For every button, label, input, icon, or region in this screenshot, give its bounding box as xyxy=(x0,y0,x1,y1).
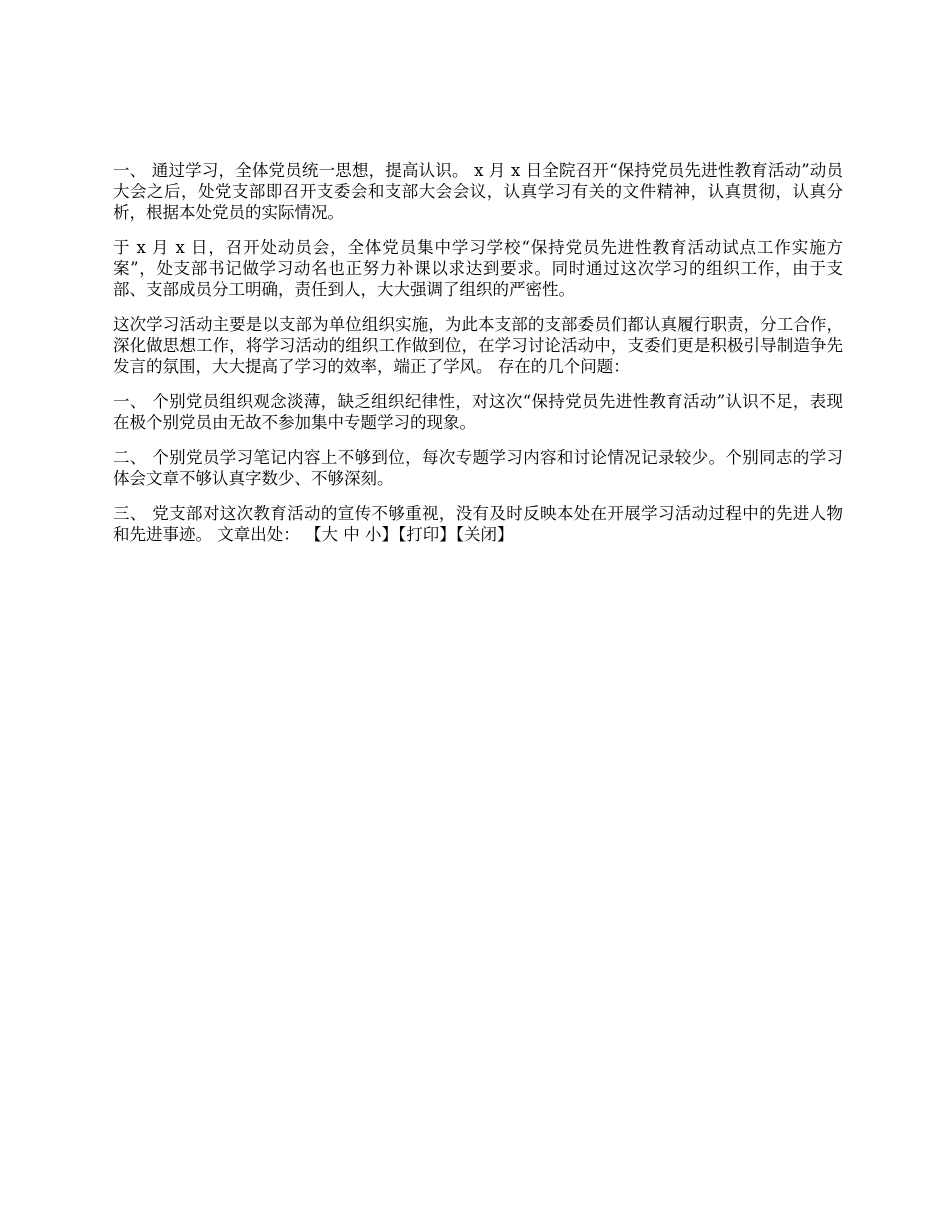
close-link[interactable]: 【关闭】 xyxy=(455,525,514,544)
paragraph-4: 一、 个别党员组织观念淡薄，缺乏组织纪律性，对这次“保持党员先进性教育活动”认识不足，表现在极个别党员由无故不参加集中专题学习的现象。 xyxy=(113,392,843,432)
paragraph-1: 一、 通过学习，全体党员统一思想，提高认识。 x 月 x 日全院召开“保持党员先进性教育活动”动员大会之后，处党支部即召开支委会和支部大会会议，认真学习有关的文件精神，认真贯彻，认真分析，根据本处党员的实际情况。 xyxy=(113,161,843,222)
article-body xyxy=(113,160,843,559)
paragraph-2: 于 x 月 x 日，召开处动员会，全体党员集中学习学校“保持党员先进性教育活动试点工作实施方案”，处支部书记做学习动名也正努力补课以求达到要求。同时通过这次学习的组织工作，由于支部、支部成员分工明确，责任到人，大大强调了组织的严密性。 xyxy=(113,238,843,299)
paragraph-6-text: 三、 党支部对这次教育活动的宣传不够重视，没有及时反映本处在开展学习活动过程中的先进人物和先进事迹。 文章出处： xyxy=(113,504,843,544)
article-tools xyxy=(305,525,514,544)
paragraph-3: 这次学习活动主要是以支部为单位组织实施，为此本支部的支部委员们都认真履行职责，分工合作，深化做思想工作，将学习活动的组织工作做到位，在学习讨论活动中，支委们更是积极引导制造争先发言的氛围，大大提高了学习的效率，端正了学风。 存在的几个问题： xyxy=(113,315,843,376)
paragraph-6 xyxy=(113,503,843,545)
print-link[interactable]: 【打印】 xyxy=(398,525,456,544)
font-size-link[interactable]: 【大 中 小】 xyxy=(305,525,398,544)
paragraph-5: 二、 个别党员学习笔记内容上不够到位，每次专题学习内容和讨论情况记录较少。个别同志的学习体会文章不够认真字数少、不够深刻。 xyxy=(113,448,843,488)
